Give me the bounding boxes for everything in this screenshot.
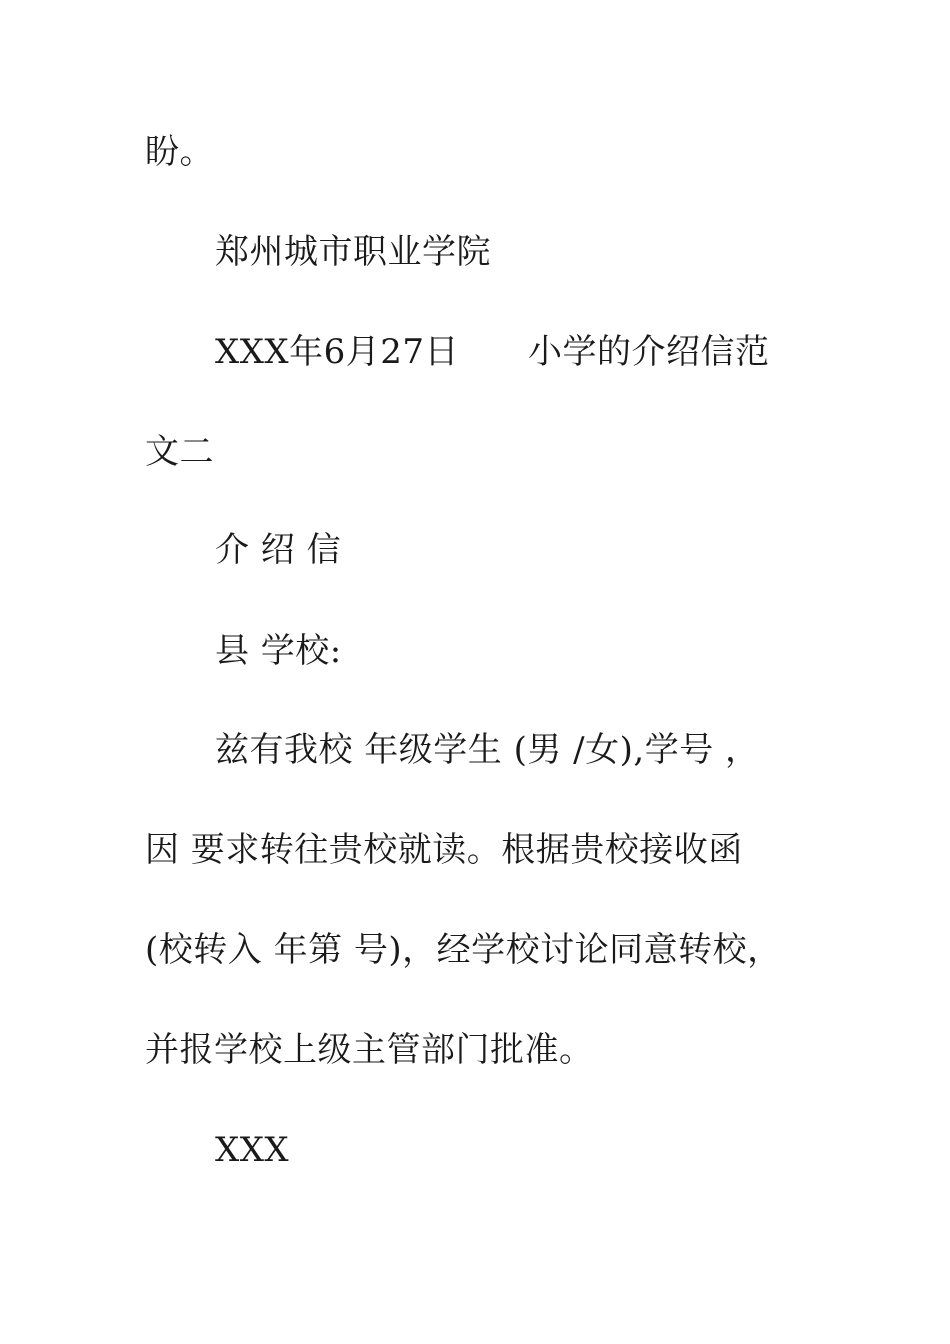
text-line-continuation: 盼。 — [145, 132, 214, 172]
signature-placeholder: XXX — [215, 1130, 290, 1170]
body-paragraph-line-4: 并报学校上级主管部门批准。 — [145, 1030, 594, 1070]
letter-title: 介 绍 信 — [215, 530, 342, 570]
salutation: 县 学校: — [215, 631, 342, 671]
body-paragraph-line-2: 因 要求转往贵校就读。根据贵校接收函 — [145, 830, 743, 870]
sender-institution: 郑州城市职业学院 — [215, 232, 491, 272]
date-and-heading: XXX年6月27日 小学的介绍信范 — [215, 332, 770, 372]
body-paragraph-line-1: 兹有我校 年级学生 (男 /女),学号 ， — [215, 730, 760, 770]
body-paragraph-line-3: (校转入 年第 号)，经学校讨论同意转校， — [145, 930, 782, 970]
heading-continuation: 文二 — [145, 432, 214, 472]
